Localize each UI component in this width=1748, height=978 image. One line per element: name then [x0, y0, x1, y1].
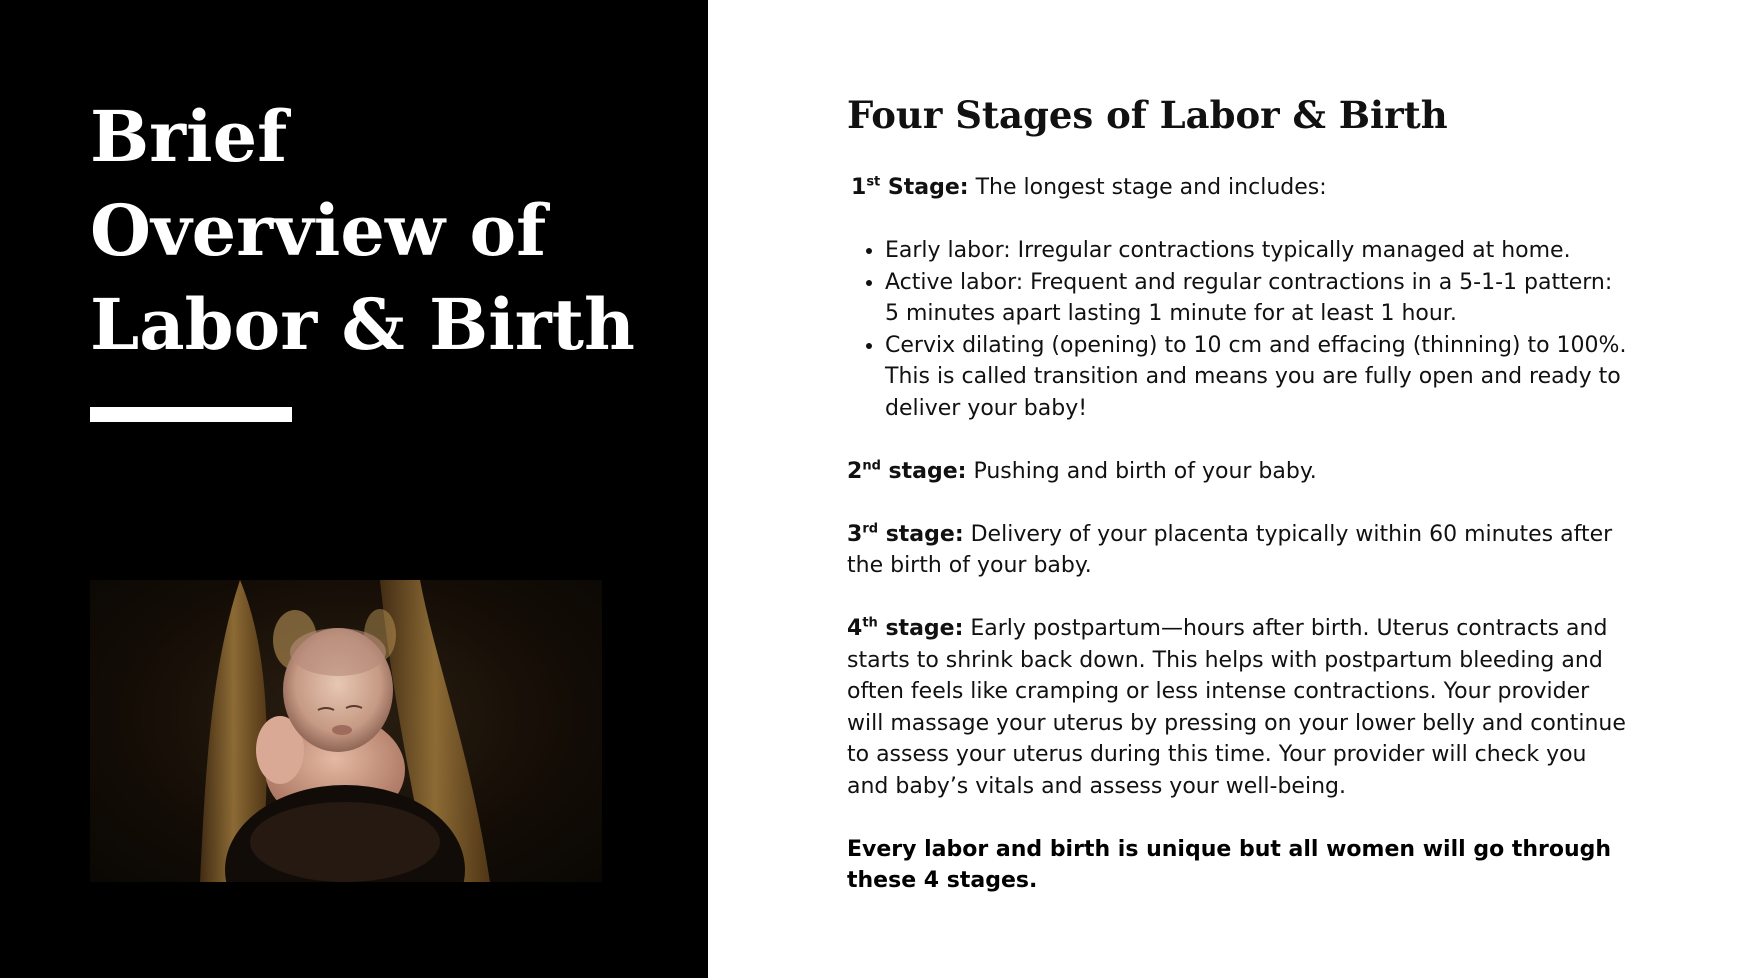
slide-title	[90, 90, 650, 372]
stage-3-label: 3rd stage:	[847, 521, 964, 547]
newborn-illustration	[90, 580, 602, 882]
list-item: • Cervix dilating (opening) to 10 cm and effacing (thinning) to 100%. This is called transition and means you are fully open and ready to deliver your baby!	[885, 330, 1627, 425]
stage-2-label: 2nd stage:	[847, 458, 967, 484]
stage-4-label: 4th stage:	[847, 615, 964, 641]
stage-1-bullet-list	[847, 235, 1627, 424]
content-panel	[847, 90, 1627, 897]
closing-statement: Every labor and birth is unique but all women will go through these 4 stages.	[847, 836, 1612, 893]
stage-4	[847, 613, 1627, 802]
title-line-1: Brief	[90, 95, 288, 178]
list-item: • Early labor: Irregular contractions typically managed at home.	[885, 235, 1627, 267]
title-line-2: Overview of	[90, 189, 547, 272]
list-item: • Active labor: Frequent and regular contractions in a 5-1-1 pattern: 5 minutes apart lasting 1 minute for at least 1 hour.	[885, 267, 1627, 330]
stage-3	[847, 519, 1627, 582]
stage-4-text: Early postpartum—hours after birth. Uterus contracts and starts to shrink back down. This helps with postpartum bleeding and often feels like cramping or less intense contractions. Your provider will massage your uterus by pressing on your lower belly and continue to assess your uterus during this time. Your provider will check you and baby’s vitals and assess your well-being.	[847, 616, 1626, 799]
stage-2-text: Pushing and birth of your baby.	[966, 458, 1317, 484]
left-panel	[0, 0, 708, 978]
newborn-photo	[90, 580, 602, 882]
title-underline-bar	[90, 407, 292, 422]
stage-1-text: The longest stage and includes:	[968, 175, 1327, 200]
stage-1-label: 1st Stage:	[851, 174, 969, 200]
stage-2	[847, 456, 1627, 488]
section-heading: Four Stages of Labor & Birth	[847, 93, 1448, 137]
stage-1	[847, 172, 1627, 204]
title-line-3: Labor & Birth	[90, 283, 635, 366]
stage-3-text: Delivery of your placenta typically within 60 minutes after the birth of your baby.	[847, 521, 1613, 578]
